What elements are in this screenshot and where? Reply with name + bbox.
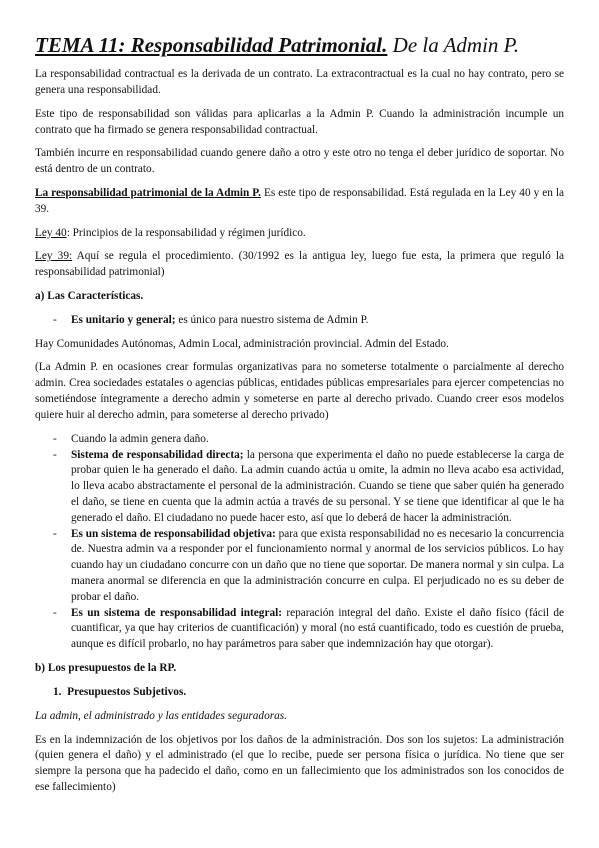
section-a-heading: a) Las Características.: [35, 290, 144, 303]
list-item-label: Es un sistema de responsabilidad objetiva:: [71, 527, 276, 540]
paragraph-admin-formulas: (La Admin P. en ocasiones crear formulas organizativas para no someterse totalmente o parcialmente al derecho admin. Crea sociedades estatales o agencias públicas, entidades públicas empresariales para ejercer competencias no sometiéndose íntegramente a derecho admin y someterse en parte al derecho privado. Cuando creer esos modelos quiere huir al derecho admin, para someterse al derecho privado): [35, 361, 564, 421]
title-main: TEMA 11: Responsabilidad Patrimonial.: [35, 33, 388, 57]
presupuestos-list: [35, 685, 564, 701]
characteristics-list-1: [35, 313, 564, 329]
list-item: [35, 432, 564, 448]
characteristics-list-2: [35, 432, 564, 653]
list-item: [35, 527, 564, 606]
list-item: [35, 606, 564, 653]
list-item-text: reparación integral del daño. Existe el daño físico (fácil de cuantificar, ya que hay criterios de cuantificación) y moral (no está cuantificado, todo es cuestión de prueba, aunque es difícil probarlo, no hay parámetros para saber que indemnización hay que otorgar).: [71, 606, 565, 651]
ley-39-label: Ley 39:: [35, 250, 73, 263]
paragraph-indemnizacion: Es en la indemnización de los objetivos por los daños de la administración. Dos son los sujetos: La administración (quien genera el daño) y el administrado (el que lo recibe, puede ser persona física o jurídica. No tiene que ser siempre la persona que ha padecido el daño, como en un fallecimiento que los administrados son los conocidos de ese fallecimiento): [35, 733, 564, 793]
paragraph-extracontractual: También incurre en responsabilidad cuando genere daño a otro y este otro no tenga el deber jurídico de soportar. No está dentro de un contrato.: [35, 147, 564, 176]
paragraph-contractual: La responsabilidad contractual es la derivada de un contrato. La extracontractual es la cual no hay contrato, pero se genera una responsabilidad.: [35, 68, 564, 96]
document-title: [35, 34, 564, 57]
paragraph-ley-40: [35, 226, 564, 242]
paragraph-ley-39: [35, 249, 564, 281]
title-sub: De la Admin P.: [392, 33, 520, 57]
ley-40-text: : Principios de la responsabilidad y régimen jurídico.: [66, 226, 306, 239]
list-item-text: es único para nuestro sistema de Admin P.: [175, 313, 369, 326]
ley-40-label: Ley 40: [35, 226, 67, 239]
paragraph-admin-p: Este tipo de responsabilidad son válidas para aplicarlas a la Admin P. Cuando la administración incumple un contrato que ha firmado se genera responsabilidad contractual.: [35, 107, 564, 136]
list-item-label: Es un sistema de responsabilidad integral:: [71, 606, 283, 619]
ley-39-text: Aquí se regula el procedimiento. (30/1992 es la antigua ley, luego fue esta, la primera que reguló la responsabilidad patrimonial): [35, 250, 564, 279]
list-item-text: la persona que experimenta el daño no puede establecerse la carga de probar quien le ha generado el daño. La admin cuando actúa u omite, la admin no lleva acabo esa actividad, lo lleva acabo abstractamente el personal de la administración. Cuando se tiene que saber quién ha generado el daño, se tiene en cuenta que la admin actúa a través de su personal. Y se tiene que identificar al que le ha generado el daño. El ciudadano no puede hacer esto, así que lo deberá de hacer la administración.: [71, 448, 564, 524]
section-b-heading: b) Los presupuestos de la RP.: [35, 662, 177, 675]
list-item: 1. Presupuestos Subjetivos.: [53, 685, 187, 698]
rp-text: Es este tipo de responsabilidad. Está regulada en la Ley 40 y en la 39.: [35, 186, 564, 215]
paragraph-comunidades: Hay Comunidades Autónomas, Admin Local, administración provincial. Admin del Estado.: [35, 337, 449, 350]
list-item-label: Sistema de responsabilidad directa;: [71, 448, 244, 461]
paragraph-subjects-italic: La admin, el administrado y las entidades seguradoras.: [35, 709, 287, 722]
list-item-text: Cuando la admin genera daño.: [71, 432, 209, 445]
paragraph-rp-definition: [35, 186, 564, 218]
list-item-label: Es unitario y general;: [71, 313, 176, 326]
list-item-text: para que exista responsabilidad no es necesario la concurrencia de. Nuestra admin va a responder por el funcionamiento normal y anormal de los servicios públicos. Lo hay cuando hay un ciudadano concurre con un daño que no tiene que soportar. De manera normal y sin culpa. La manera anormal se diferencia en que la administración concurre en culpa. El perjudicado no es su deber de probar el daño.: [71, 527, 565, 603]
list-item: [35, 313, 564, 329]
list-item: [35, 448, 564, 527]
rp-label: La responsabilidad patrimonial de la Admin P.: [35, 186, 261, 199]
